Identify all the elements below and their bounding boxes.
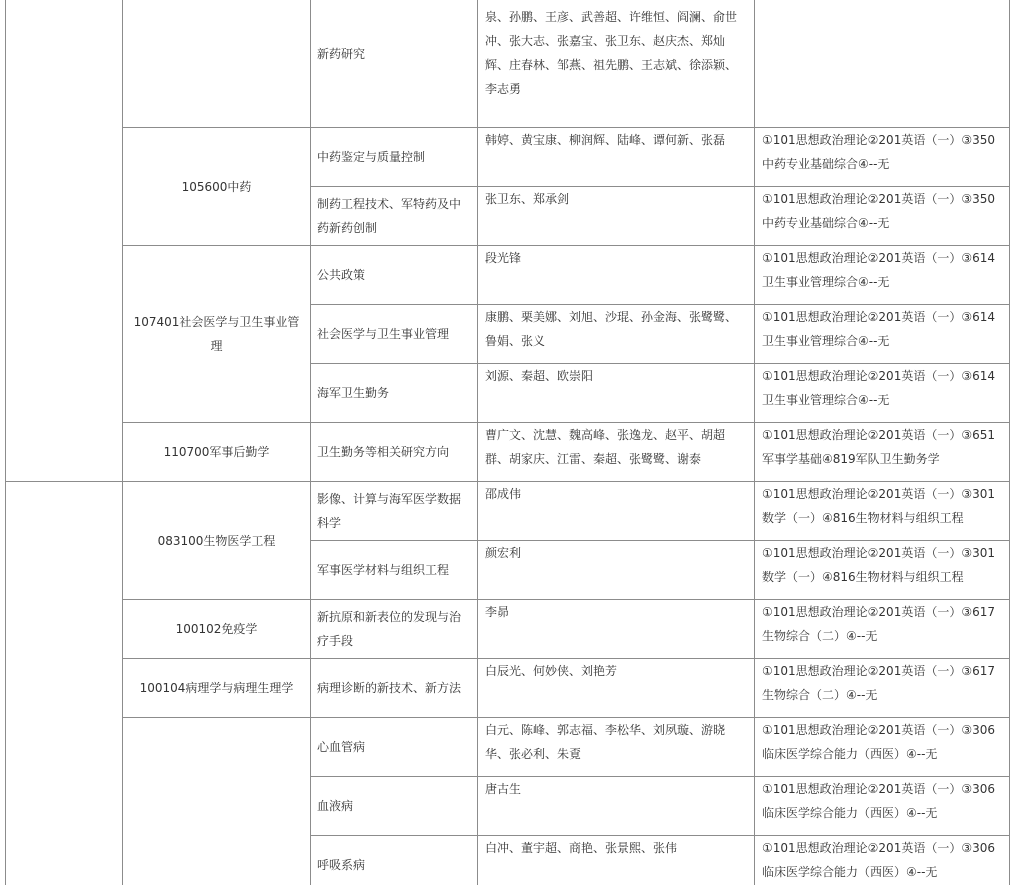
tutors-cell: 刘源、秦超、欧崇阳	[478, 364, 755, 423]
major-cell: 107401社会医学与卫生事业管理	[123, 246, 311, 423]
direction-cell: 制药工程技术、军特药及中药新药创制	[311, 187, 478, 246]
table-row	[6, 423, 1010, 482]
direction-cell: 社会医学与卫生事业管理	[311, 305, 478, 364]
direction-cell: 军事医学材料与组织工程	[311, 541, 478, 600]
table-row	[6, 246, 1010, 305]
exam-cell: ①101思想政治理论②201英语（一）③614卫生事业管理综合④--无	[755, 364, 1010, 423]
direction-cell: 新药研究	[311, 0, 478, 128]
exam-cell: ①101思想政治理论②201英语（一）③306临床医学综合能力（西医）④--无	[755, 777, 1010, 836]
school-cell-upper	[6, 0, 123, 482]
tutors-cell: 韩婷、黄宝康、柳润辉、陆峰、谭何新、张磊	[478, 128, 755, 187]
exam-cell: ①101思想政治理论②201英语（一）③617生物综合（二）④--无	[755, 659, 1010, 718]
table-row	[6, 482, 1010, 541]
table-row	[6, 128, 1010, 187]
exam-cell: ①101思想政治理论②201英语（一）③617生物综合（二）④--无	[755, 600, 1010, 659]
direction-cell: 公共政策	[311, 246, 478, 305]
tutors-cell: 曹广文、沈慧、魏高峰、张逸龙、赵平、胡超群、胡家庆、江雷、秦超、张鹭鹭、谢泰	[478, 423, 755, 482]
direction-cell: 病理诊断的新技术、新方法	[311, 659, 478, 718]
tutors-cell: 唐古生	[478, 777, 755, 836]
exam-cell: ①101思想政治理论②201英语（一）③306临床医学综合能力（西医）④--无	[755, 718, 1010, 777]
school-cell-lower	[6, 482, 123, 885]
tutors-cell: 白冲、董宇超、商艳、张景熙、张伟	[478, 836, 755, 885]
major-cell-unlabeled	[123, 718, 311, 885]
exam-cell: ①101思想政治理论②201英语（一）③301数学（一）④816生物材料与组织工程	[755, 541, 1010, 600]
tutors-cell: 康鹏、栗美娜、刘旭、沙琨、孙金海、张鹭鹭、鲁娟、张义	[478, 305, 755, 364]
major-cell-continuation	[123, 0, 311, 128]
exam-cell: ①101思想政治理论②201英语（一）③651军事学基础④819军队卫生勤务学	[755, 423, 1010, 482]
direction-cell: 卫生勤务等相关研究方向	[311, 423, 478, 482]
direction-cell: 影像、计算与海军医学数据科学	[311, 482, 478, 541]
major-cell: 100104病理学与病理生理学	[123, 659, 311, 718]
exam-cell: ①101思想政治理论②201英语（一）③301数学（一）④816生物材料与组织工程	[755, 482, 1010, 541]
exam-cell: ①101思想政治理论②201英语（一）③614卫生事业管理综合④--无	[755, 246, 1010, 305]
direction-cell: 血液病	[311, 777, 478, 836]
exam-cell: ①101思想政治理论②201英语（一）③350中药专业基础综合④--无	[755, 187, 1010, 246]
direction-cell: 呼吸系病	[311, 836, 478, 885]
major-cell: 105600中药	[123, 128, 311, 246]
tutors-cell: 颜宏利	[478, 541, 755, 600]
tutors-cell: 李昴	[478, 600, 755, 659]
table-row	[6, 659, 1010, 718]
major-cell: 083100生物医学工程	[123, 482, 311, 600]
exam-cell	[755, 0, 1010, 128]
major-cell: 110700军事后勤学	[123, 423, 311, 482]
direction-cell: 新抗原和新表位的发现与治疗手段	[311, 600, 478, 659]
admissions-table	[5, 0, 1010, 885]
exam-cell: ①101思想政治理论②201英语（一）③350中药专业基础综合④--无	[755, 128, 1010, 187]
exam-cell: ①101思想政治理论②201英语（一）③306临床医学综合能力（西医）④--无	[755, 836, 1010, 885]
tutors-cell: 泉、孙鹏、王彦、武善超、许维恒、阎澜、俞世冲、张大志、张嘉宝、张卫东、赵庆杰、郑灿辉、庄春林、邹燕、祖先鹏、王志斌、徐添颖、李志勇	[478, 0, 755, 128]
direction-cell: 中药鉴定与质量控制	[311, 128, 478, 187]
direction-cell: 心血管病	[311, 718, 478, 777]
major-cell: 100102免疫学	[123, 600, 311, 659]
direction-cell: 海军卫生勤务	[311, 364, 478, 423]
tutors-cell: 张卫东、郑承剑	[478, 187, 755, 246]
tutors-cell: 白辰光、何妙侠、刘艳芳	[478, 659, 755, 718]
tutors-cell: 邵成伟	[478, 482, 755, 541]
table-row	[6, 600, 1010, 659]
tutors-cell: 白元、陈峰、郭志福、李松华、刘夙璇、游晓华、张必利、朱覔	[478, 718, 755, 777]
exam-cell: ①101思想政治理论②201英语（一）③614卫生事业管理综合④--无	[755, 305, 1010, 364]
table-row	[6, 718, 1010, 777]
tutors-cell: 段光锋	[478, 246, 755, 305]
table-row	[6, 0, 1010, 128]
